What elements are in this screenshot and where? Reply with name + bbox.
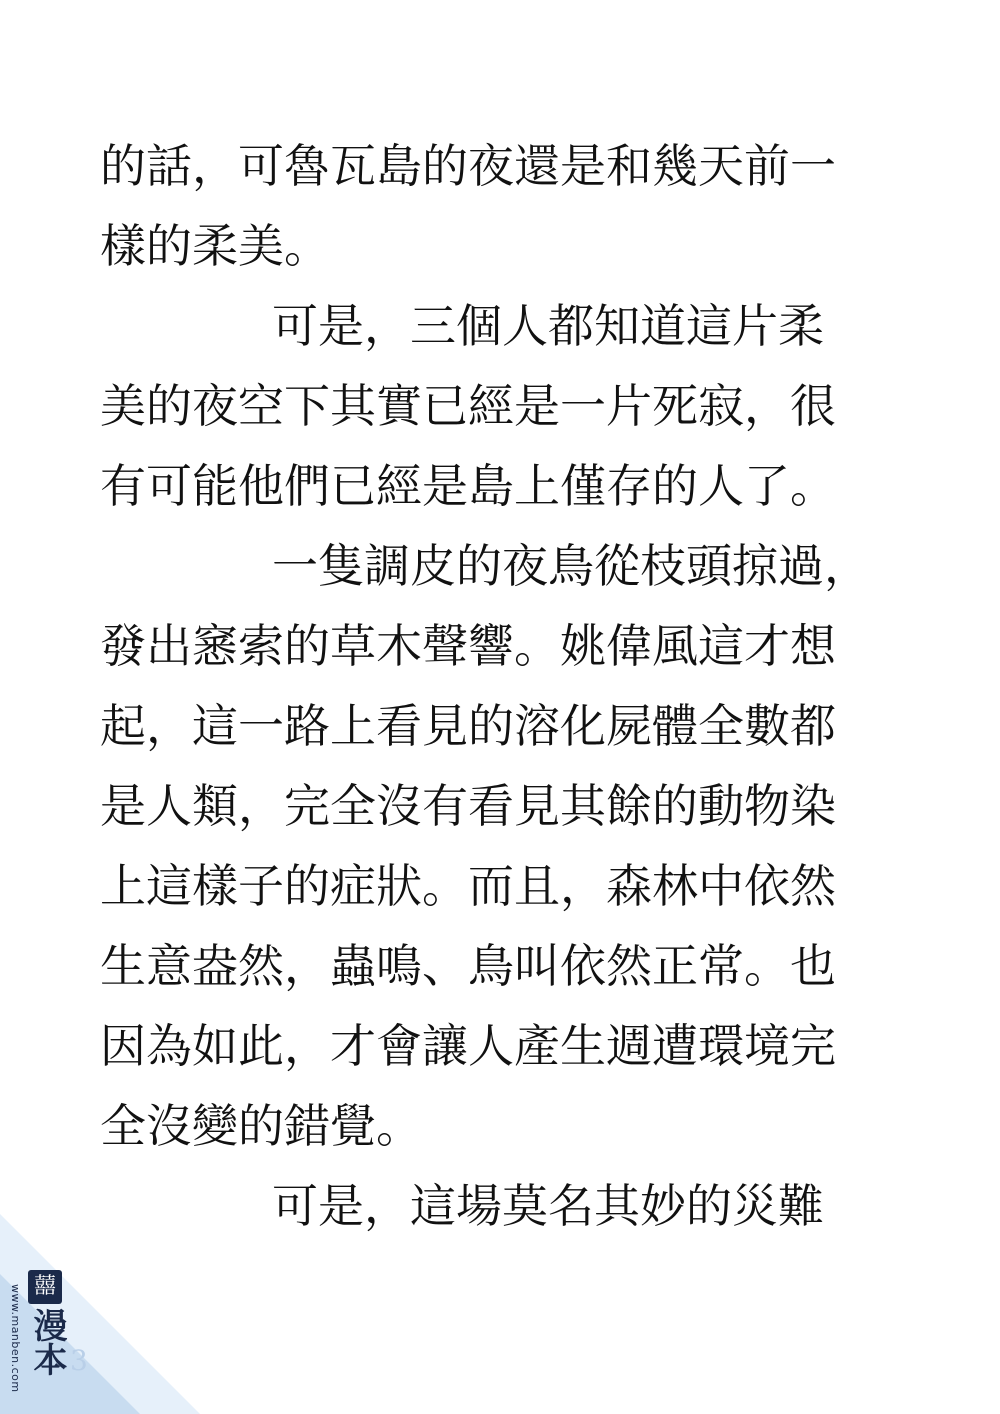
watermark-url: www.manben.com [9, 1284, 22, 1393]
text-line: 一隻調皮的夜鳥從枝頭掠過， [272, 539, 870, 593]
text-line: 是人類，完全沒有看見其餘的動物染 [100, 779, 836, 833]
watermark-seal: 囍 [28, 1270, 62, 1304]
watermark-logo: 漫本 [27, 1308, 67, 1376]
text-line: 全沒變的錯覺。 [100, 1099, 422, 1153]
body-text [100, 126, 960, 1246]
text-line: 有可能他們已經是島上僅存的人了。 [100, 459, 836, 513]
text-line: 可是，三個人都知道這片柔 [272, 299, 824, 353]
text-line: 因為如此，才會讓人產生週遭環境完 [100, 1019, 836, 1073]
text-line: 的話，可魯瓦島的夜還是和幾天前一 [100, 139, 836, 193]
page-number: 3 [70, 1344, 88, 1377]
text-line: 樣的柔美。 [100, 219, 330, 273]
text-line: 美的夜空下其實已經是一片死寂，很 [100, 379, 836, 433]
text-line: 發出窸索的草木聲響。姚偉風這才想 [100, 619, 836, 673]
text-line: 生意盎然，蟲鳴、鳥叫依然正常。也 [100, 939, 836, 993]
text-line: 可是，這場莫名其妙的災難 [272, 1179, 824, 1233]
text-line: 起，這一路上看見的溶化屍體全數都 [100, 699, 836, 753]
text-line: 上這樣子的症狀。而且，森林中依然 [100, 859, 836, 913]
